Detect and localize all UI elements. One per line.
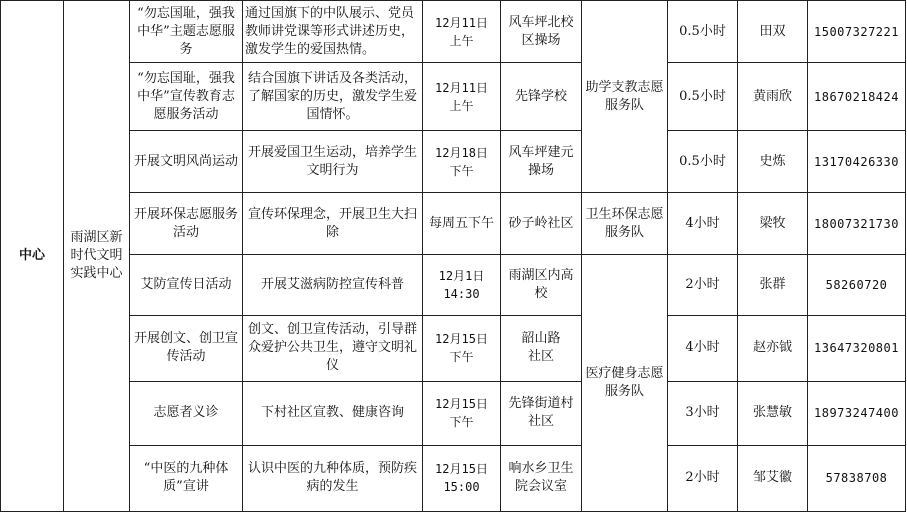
phone-cell: 57838708 [808, 445, 906, 511]
contact-cell: 史炼 [738, 131, 808, 193]
content-cell: 下村社区宣教、健康咨询 [243, 381, 423, 445]
table-row [1, 63, 906, 131]
contact-cell: 黄雨欣 [738, 63, 808, 131]
time-cell: 12月11日 上午 [423, 1, 501, 63]
hours-cell: 0.5小时 [668, 1, 738, 63]
activity-cell: “勿忘国耻，强我中华”宣传教育志愿服务活动 [130, 63, 243, 131]
activity-cell: 开展创文、创卫宣传活动 [130, 315, 243, 381]
table-row [1, 131, 906, 193]
time-cell: 每周五下午 [423, 193, 501, 255]
place-cell: 先锋学校 [501, 63, 582, 131]
team-cell: 医疗健身志愿服务队 [582, 255, 668, 512]
place-cell: 风车坪北校区操场 [501, 1, 582, 63]
hours-cell: 0.5小时 [668, 131, 738, 193]
org-name-cell: 雨湖区新时代文明实践中心 [64, 1, 130, 512]
phone-cell: 13170426330 [808, 131, 906, 193]
team-cell: 卫生环保志愿服务队 [582, 193, 668, 255]
place-cell: 风车坪建元操场 [501, 131, 582, 193]
content-cell: 创文、创卫宣传活动，引导群众爱护公共卫生，遵守文明礼仪 [243, 315, 423, 381]
content-cell: 认识中医的九种体质，预防疾病的发生 [243, 445, 423, 511]
place-cell: 韶山路 社区 [501, 315, 582, 381]
table-row [1, 315, 906, 381]
time-cell: 12月15日 下午 [423, 381, 501, 445]
activity-cell: 艾防宣传日活动 [130, 255, 243, 315]
contact-cell: 邹艾徽 [738, 445, 808, 511]
phone-cell: 18007321730 [808, 193, 906, 255]
content-cell: 开展爱国卫生运动，培养学生文明行为 [243, 131, 423, 193]
time-cell: 12月1日 14:30 [423, 255, 501, 315]
hours-cell: 0.5小时 [668, 63, 738, 131]
time-cell: 12月18日 下午 [423, 131, 501, 193]
content-cell: 开展艾滋病防控宣传科普 [243, 255, 423, 315]
phone-cell: 18973247400 [808, 381, 906, 445]
phone-cell: 15007327221 [808, 1, 906, 63]
phone-cell: 18670218424 [808, 63, 906, 131]
content-cell: 通过国旗下的中队展示、党员教师讲党课等形式讲述历史，激发学生的爱国热情。 [243, 1, 423, 63]
activity-cell: “中医的九种体质”宣讲 [130, 445, 243, 511]
hours-cell: 4小时 [668, 193, 738, 255]
place-cell: 先锋街道村社区 [501, 381, 582, 445]
team-cell: 助学支教志愿服务队 [582, 1, 668, 193]
table-row [1, 193, 906, 255]
table-row [1, 381, 906, 445]
contact-cell: 赵亦钺 [738, 315, 808, 381]
activity-cell: 开展环保志愿服务活动 [130, 193, 243, 255]
place-cell: 雨湖区内高校 [501, 255, 582, 315]
phone-cell: 58260720 [808, 255, 906, 315]
table-row [1, 445, 906, 511]
center-label-cell: 中心 [1, 1, 64, 512]
table-row [1, 1, 906, 63]
hours-cell: 3小时 [668, 381, 738, 445]
content-cell: 宣传环保理念，开展卫生大扫除 [243, 193, 423, 255]
time-cell: 12月15日 下午 [423, 315, 501, 381]
contact-cell: 张慧敏 [738, 381, 808, 445]
time-cell: 12月15日 15:00 [423, 445, 501, 511]
time-cell: 12月11日 上午 [423, 63, 501, 131]
activity-cell: 志愿者义诊 [130, 381, 243, 445]
place-cell: 响水乡卫生院会议室 [501, 445, 582, 511]
hours-cell: 2小时 [668, 445, 738, 511]
phone-cell: 13647320801 [808, 315, 906, 381]
table-row [1, 255, 906, 315]
activity-cell: “勿忘国耻，强我中华”主题志愿服务 [130, 1, 243, 63]
contact-cell: 张群 [738, 255, 808, 315]
content-cell: 结合国旗下讲话及各类活动，了解国家的历史，激发学生爱国情怀。 [243, 63, 423, 131]
contact-cell: 田双 [738, 1, 808, 63]
hours-cell: 4小时 [668, 315, 738, 381]
contact-cell: 梁牧 [738, 193, 808, 255]
hours-cell: 2小时 [668, 255, 738, 315]
place-cell: 砂子岭社区 [501, 193, 582, 255]
activity-cell: 开展文明风尚运动 [130, 131, 243, 193]
